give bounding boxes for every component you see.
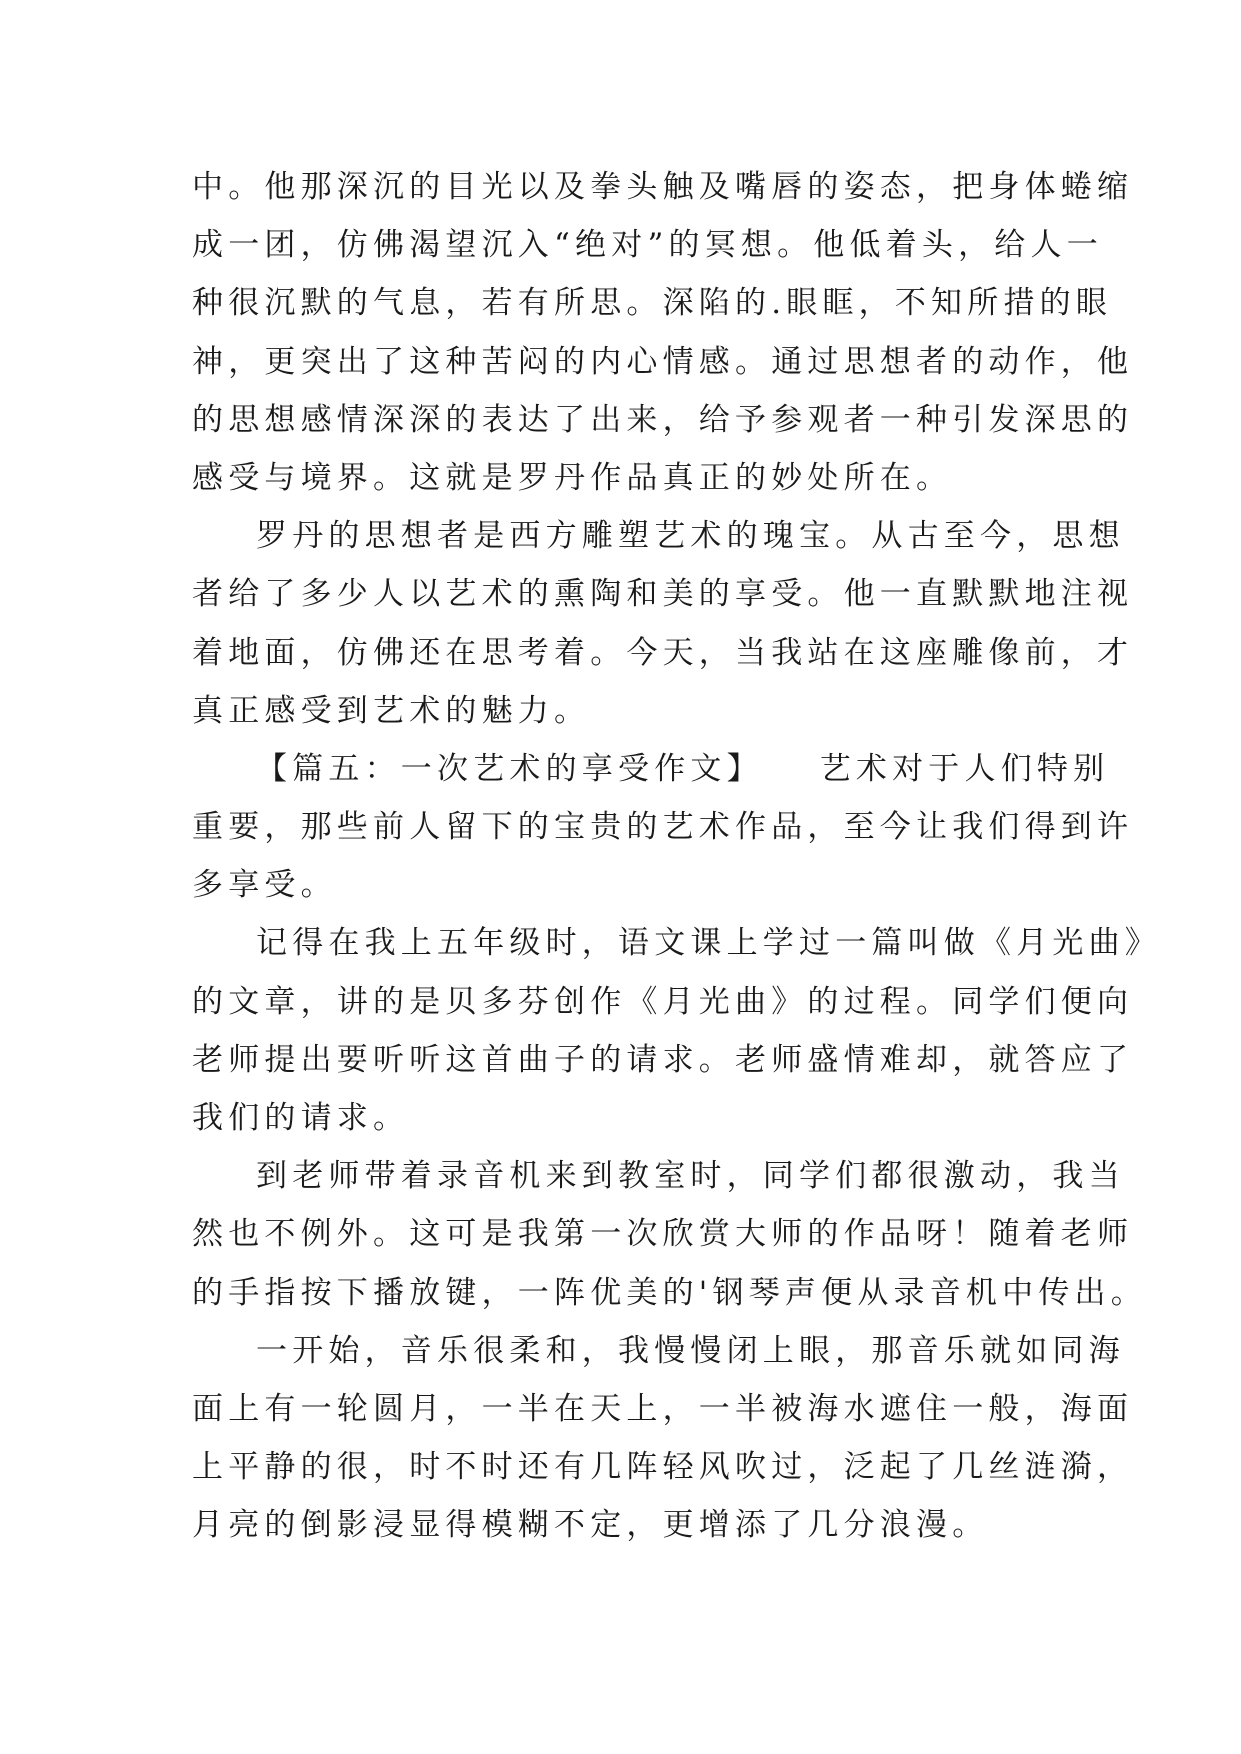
text-line: 多享受。	[192, 867, 337, 904]
text-line: 老师提出要听听这首曲子的请求。老师盛情难却，就答应了	[192, 1041, 1134, 1078]
text-line: 真正感受到艺术的魅力。	[192, 692, 591, 729]
text-line: 神，更突出了这种苦闷的内心情感。通过思想者的动作，他	[192, 343, 1134, 380]
text-line: 者给了多少人以艺术的熏陶和美的享受。他一直默默地注视	[192, 576, 1134, 613]
text-line: 月亮的倒影浸显得模糊不定，更增添了几分浪漫。	[192, 1507, 989, 1544]
text-line: 面上有一轮圆月，一半在天上，一半被海水遮住一般，海面	[192, 1390, 1134, 1427]
text-line: 着地面，仿佛还在思考着。今天，当我站在这座雕像前，才	[192, 634, 1134, 671]
text-line: 上平静的很，时不时还有几阵轻风吹过，泛起了几丝涟漪，	[192, 1449, 1134, 1486]
paragraph-start-line: 记得在我上五年级时，语文课上学过一篇叫做《月光曲》	[256, 925, 1161, 962]
paragraph-start-line: 罗丹的思想者是西方雕塑艺术的瑰宝。从古至今，思想	[256, 518, 1125, 555]
text-line: 的思想感情深深的表达了出来，给予参观者一种引发深思的	[192, 401, 1134, 438]
paragraph-start-line: 一开始，音乐很柔和，我慢慢闭上眼，那音乐就如同海	[256, 1332, 1125, 1369]
text-line: 成一团，仿佛渴望沉入“绝对”的冥想。他低着头，给人一	[192, 227, 1103, 264]
body-text	[192, 158, 1161, 1555]
paragraph-start-line: 到老师带着录音机来到教室时，同学们都很激动，我当	[256, 1158, 1125, 1195]
section-heading-line: 【篇五：一次艺术的享受作文】 艺术对于人们特别	[256, 750, 1110, 787]
text-line: 然也不例外。这可是我第一次欣赏大师的作品呀！随着老师	[192, 1216, 1134, 1253]
text-line: 重要，那些前人留下的宝贵的艺术作品，至今让我们得到许	[192, 809, 1134, 846]
text-line: 感受与境界。这就是罗丹作品真正的妙处所在。	[192, 459, 953, 496]
text-line: 种很沉默的气息，若有所思。深陷的.眼眶，不知所措的眼	[192, 285, 1113, 322]
text-line: 我们的请求。	[192, 1100, 410, 1136]
text-line: 的手指按下播放键，一阵优美的'钢琴声便从录音机中传出。	[192, 1274, 1147, 1311]
text-line: 的文章，讲的是贝多芬创作《月光曲》的过程。同学们便向	[192, 983, 1134, 1020]
text-line: 中。他那深沉的目光以及拳头触及嘴唇的姿态，把身体蜷缩	[192, 169, 1134, 205]
